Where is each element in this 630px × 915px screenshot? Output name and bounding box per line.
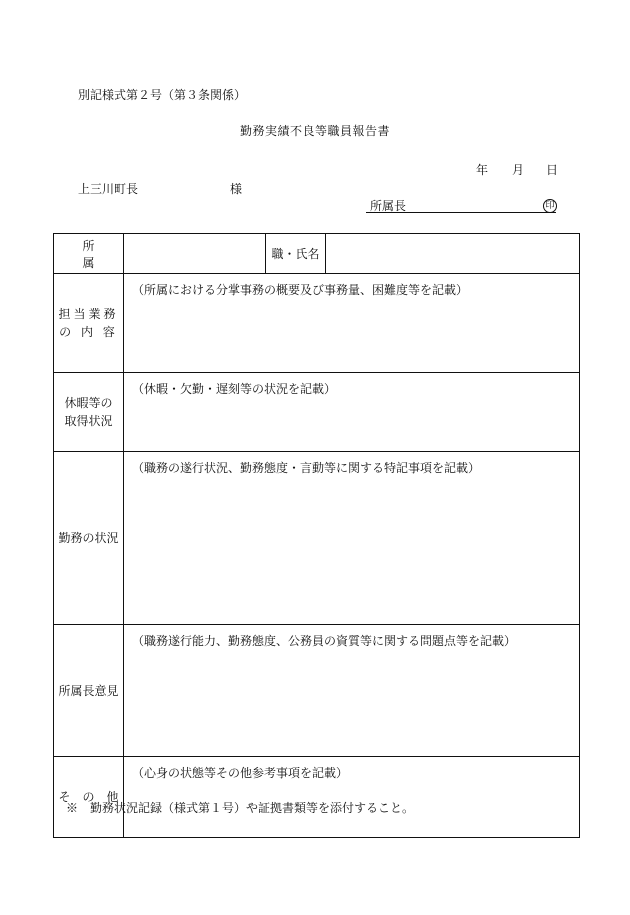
table-row (54, 274, 580, 373)
footnote: ※ 勤務状況記録（様式第１号）や証拠書類等を添付すること。 (66, 801, 415, 815)
name-label: 職・氏名 (266, 234, 326, 274)
date-year-label[interactable]: 年 (476, 163, 489, 177)
manager-opinion-hint: （職務遂行能力、勤務態度、公務員の資質等に関する問題点等を記載） (132, 634, 517, 648)
report-table (53, 233, 580, 838)
leave-label (54, 373, 124, 452)
duties-label-line1: 担当業務 (58, 307, 119, 321)
manager-opinion-field[interactable] (124, 625, 580, 757)
table-row (54, 625, 580, 757)
work-status-field[interactable] (124, 452, 580, 625)
other-hint: （心身の状態等その他参考事項を記載） (132, 766, 349, 780)
duties-label (54, 274, 124, 373)
work-status-label (54, 452, 124, 625)
affiliation-row (54, 234, 580, 274)
other-label (54, 757, 124, 838)
signer-label: 所属長 (370, 199, 407, 213)
leave-label-line1: 休暇等の (64, 396, 113, 410)
date-day-label[interactable]: 日 (546, 163, 559, 177)
form-id: 別記様式第２号（第３条関係） (78, 88, 247, 102)
name-field[interactable] (326, 234, 580, 274)
duties-label-line2: の 内 容 (59, 325, 118, 339)
affiliation-field[interactable] (124, 234, 266, 274)
addressee: 上三川町長 (78, 182, 139, 196)
duties-field[interactable] (124, 274, 580, 373)
leave-hint: （休暇・欠勤・遅刻等の状況を記載） (132, 382, 337, 396)
other-field[interactable] (124, 757, 580, 838)
table-row (54, 452, 580, 625)
manager-opinion-label-line1: 所属長意見 (58, 683, 119, 698)
leave-field[interactable] (124, 373, 580, 452)
leave-label-line2: 取得状況 (64, 414, 113, 428)
table-row (54, 757, 580, 838)
honorific: 様 (230, 182, 243, 196)
other-label-line1: そ の 他 (58, 790, 119, 804)
duties-hint: （所属における分掌事務の概要及び事務量、困難度等を記載） (132, 283, 469, 297)
document-title: 勤務実績不良等職員報告書 (239, 124, 390, 138)
date-month-label[interactable]: 月 (512, 163, 525, 177)
work-status-hint: （職務の遂行状況、勤務態度・言動等に関する特記事項を記載） (132, 461, 481, 475)
manager-opinion-label (54, 625, 124, 757)
table-row (54, 373, 580, 452)
affiliation-label: 所 属 (54, 234, 124, 274)
work-status-label-line1: 勤務の状況 (58, 531, 119, 545)
signature-line[interactable] (366, 212, 556, 213)
seal-icon: 印 (543, 199, 557, 213)
